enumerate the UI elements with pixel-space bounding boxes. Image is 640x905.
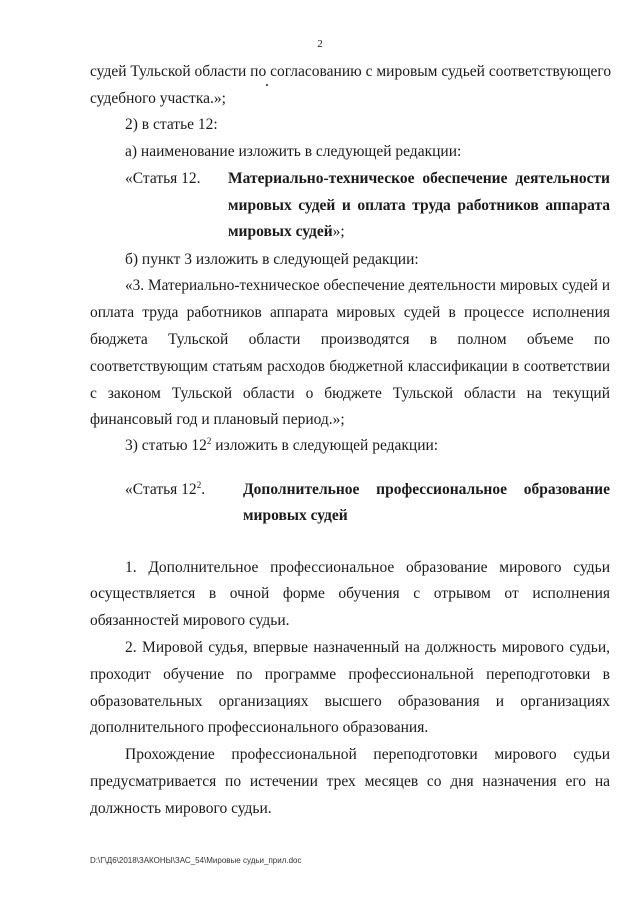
- article-12-title-line: мировых судей: [228, 223, 333, 240]
- article-12-prefix: «Статья 12.: [125, 170, 201, 187]
- text-line: предусматривается по истечении трех месяцев со дня назначения его на: [90, 773, 610, 790]
- text-line: а) наименование изложить в следующей редакции:: [125, 143, 462, 160]
- superscript: 2: [206, 436, 212, 446]
- text-line: [125, 432, 610, 459]
- text-line: Прохождение профессиональной переподготовки мирового судьи: [125, 746, 610, 763]
- text-line: 1. Дополнительное профессиональное образование мирового судьи: [125, 559, 610, 576]
- text-line: финансовый год и плановый период.»;: [90, 411, 345, 428]
- text-line: 2) в статье 12:: [125, 116, 218, 133]
- text-line: дополнительного профессионального образования.: [90, 719, 429, 736]
- text-line: бюджета Тульской области производятся в полном объеме по: [90, 331, 610, 348]
- text-line: соответствующим статьям расходов бюджетной классификации в соответствии: [90, 358, 610, 375]
- text-line: с законом Тульской области о бюджете Тульской области на текущий: [90, 385, 610, 402]
- article-12-title-line: Материально-техническое обеспечение деятельности: [228, 170, 610, 187]
- text-line: 2. Мировой судья, впервые назначенный на должность мирового судьи,: [125, 639, 610, 656]
- superscript: 2: [196, 480, 202, 490]
- text-span: 3) статью 12: [125, 437, 207, 454]
- text-line: судей Тульской области по согласованию с мировым судьей соответствующего: [90, 63, 612, 80]
- file-path-footer: D:\Г\Д6\2018\ЗАКОНЫ\ЗАС_54\Мировые судьи_прил.doc: [90, 856, 302, 865]
- article-12-title-last: [228, 218, 345, 245]
- text-line: судебного участка.»;: [90, 90, 226, 107]
- article-12-2-title-line: мировых судей: [243, 507, 348, 524]
- text-span: .: [201, 481, 206, 498]
- page-number: 2: [317, 38, 323, 50]
- text-line: должность мирового судьи.: [90, 800, 272, 817]
- text-line: образовательных организациях высшего образования и организациях: [90, 693, 610, 710]
- text-line: обязанностей мирового судьи.: [90, 612, 290, 629]
- article-12-title-line: мировых судей и оплата труда работников аппарата: [228, 197, 610, 214]
- article-12-title-end: »;: [332, 223, 345, 240]
- text-line: осуществляется в очной форме обучения с отрывом от исполнения: [90, 585, 610, 602]
- text-line: б) пункт 3 изложить в следующей редакции:: [125, 251, 419, 268]
- article-12-2-title-line: Дополнительное профессиональное образование: [243, 481, 610, 498]
- text-line: «3. Материально-техническое обеспечение деятельности мировых судей и: [125, 277, 610, 294]
- text-line: проходит обучение по программе профессиональной переподготовки в: [90, 666, 610, 683]
- text-span: изложить в следующей редакции:: [211, 437, 439, 454]
- text-line: оплата труда работников аппарата мировых судей в процессе исполнения: [90, 304, 610, 321]
- article-12-2-prefix: [125, 476, 205, 503]
- text-span: «Статья 12: [125, 481, 197, 498]
